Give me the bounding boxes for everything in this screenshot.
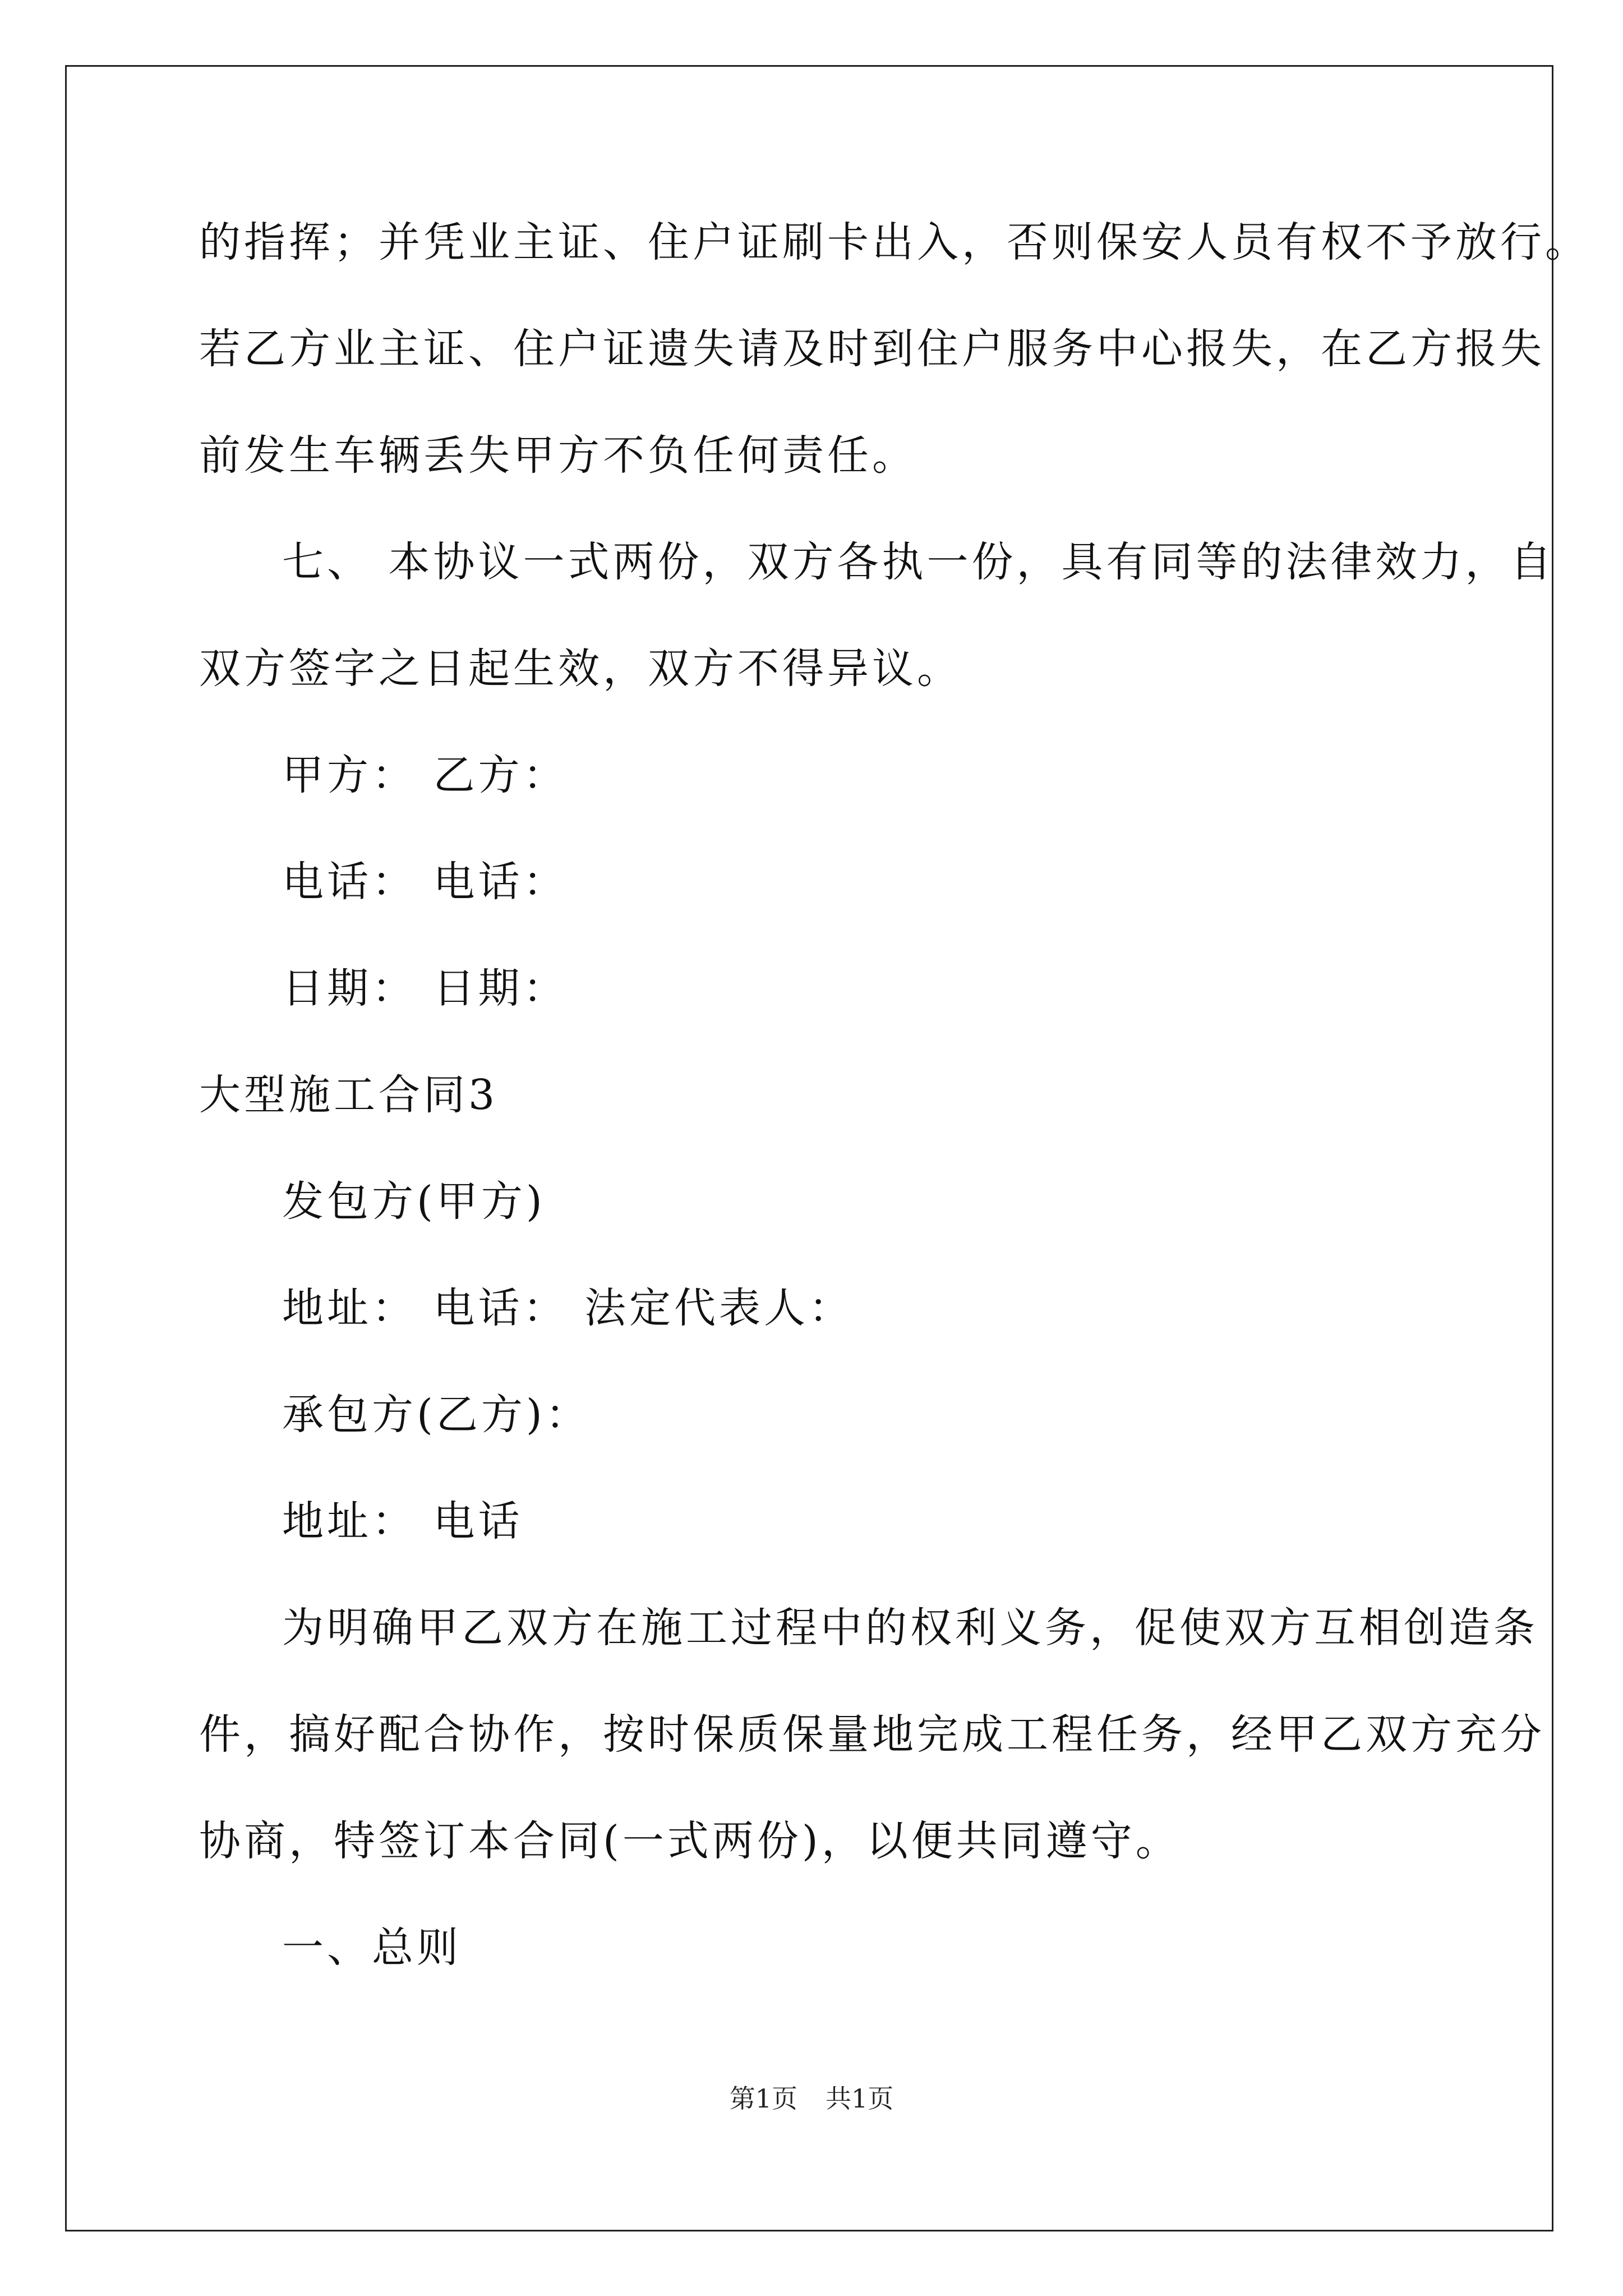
- section-title: 大型施工合同3: [199, 1071, 499, 1119]
- employer-contact-line: 地址： 电话： 法定代表人：: [282, 1284, 854, 1332]
- page-number-total: 共1页: [826, 2083, 894, 2114]
- paragraph-line: 双方签字之日起生效，双方不得异议。: [199, 645, 962, 693]
- paragraph-line: 的指挥；并凭业主证、住户证刷卡出入，否则保安人员有权不予放行。: [199, 218, 1590, 266]
- contractor-line: 承包方(乙方)：: [282, 1391, 591, 1439]
- section-heading: 一、总则: [282, 1924, 462, 1972]
- page-footer: [0, 2083, 1623, 2114]
- signature-date-line: 日期： 日期：: [282, 964, 568, 1013]
- paragraph-line: 为明确甲乙双方在施工过程中的权利义务，促使双方互相创造条: [282, 1604, 1538, 1652]
- contractor-contact-line: 地址： 电话: [282, 1497, 523, 1545]
- paragraph-line: 前发生车辆丢失甲方不负任何责任。: [199, 431, 917, 480]
- signature-party-line: 甲方： 乙方：: [282, 751, 568, 799]
- paragraph-line: 协商，特签订本合同(一式两份)，以便共同遵守。: [199, 1817, 1181, 1865]
- employer-line: 发包方(甲方): [282, 1177, 546, 1226]
- page-number-current: 第1页: [729, 2083, 797, 2114]
- clause-seven-line: 七、 本协议一式两份，双方各执一份，具有同等的法律效力，自: [282, 538, 1555, 586]
- signature-phone-line: 电话： 电话：: [282, 858, 568, 906]
- paragraph-line: 件，搞好配合协作，按时保质保量地完成工程任务，经甲乙双方充分: [199, 1710, 1545, 1759]
- paragraph-line: 若乙方业主证、住户证遗失请及时到住户服务中心报失，在乙方报失: [199, 325, 1545, 373]
- page-border: [65, 65, 1553, 2231]
